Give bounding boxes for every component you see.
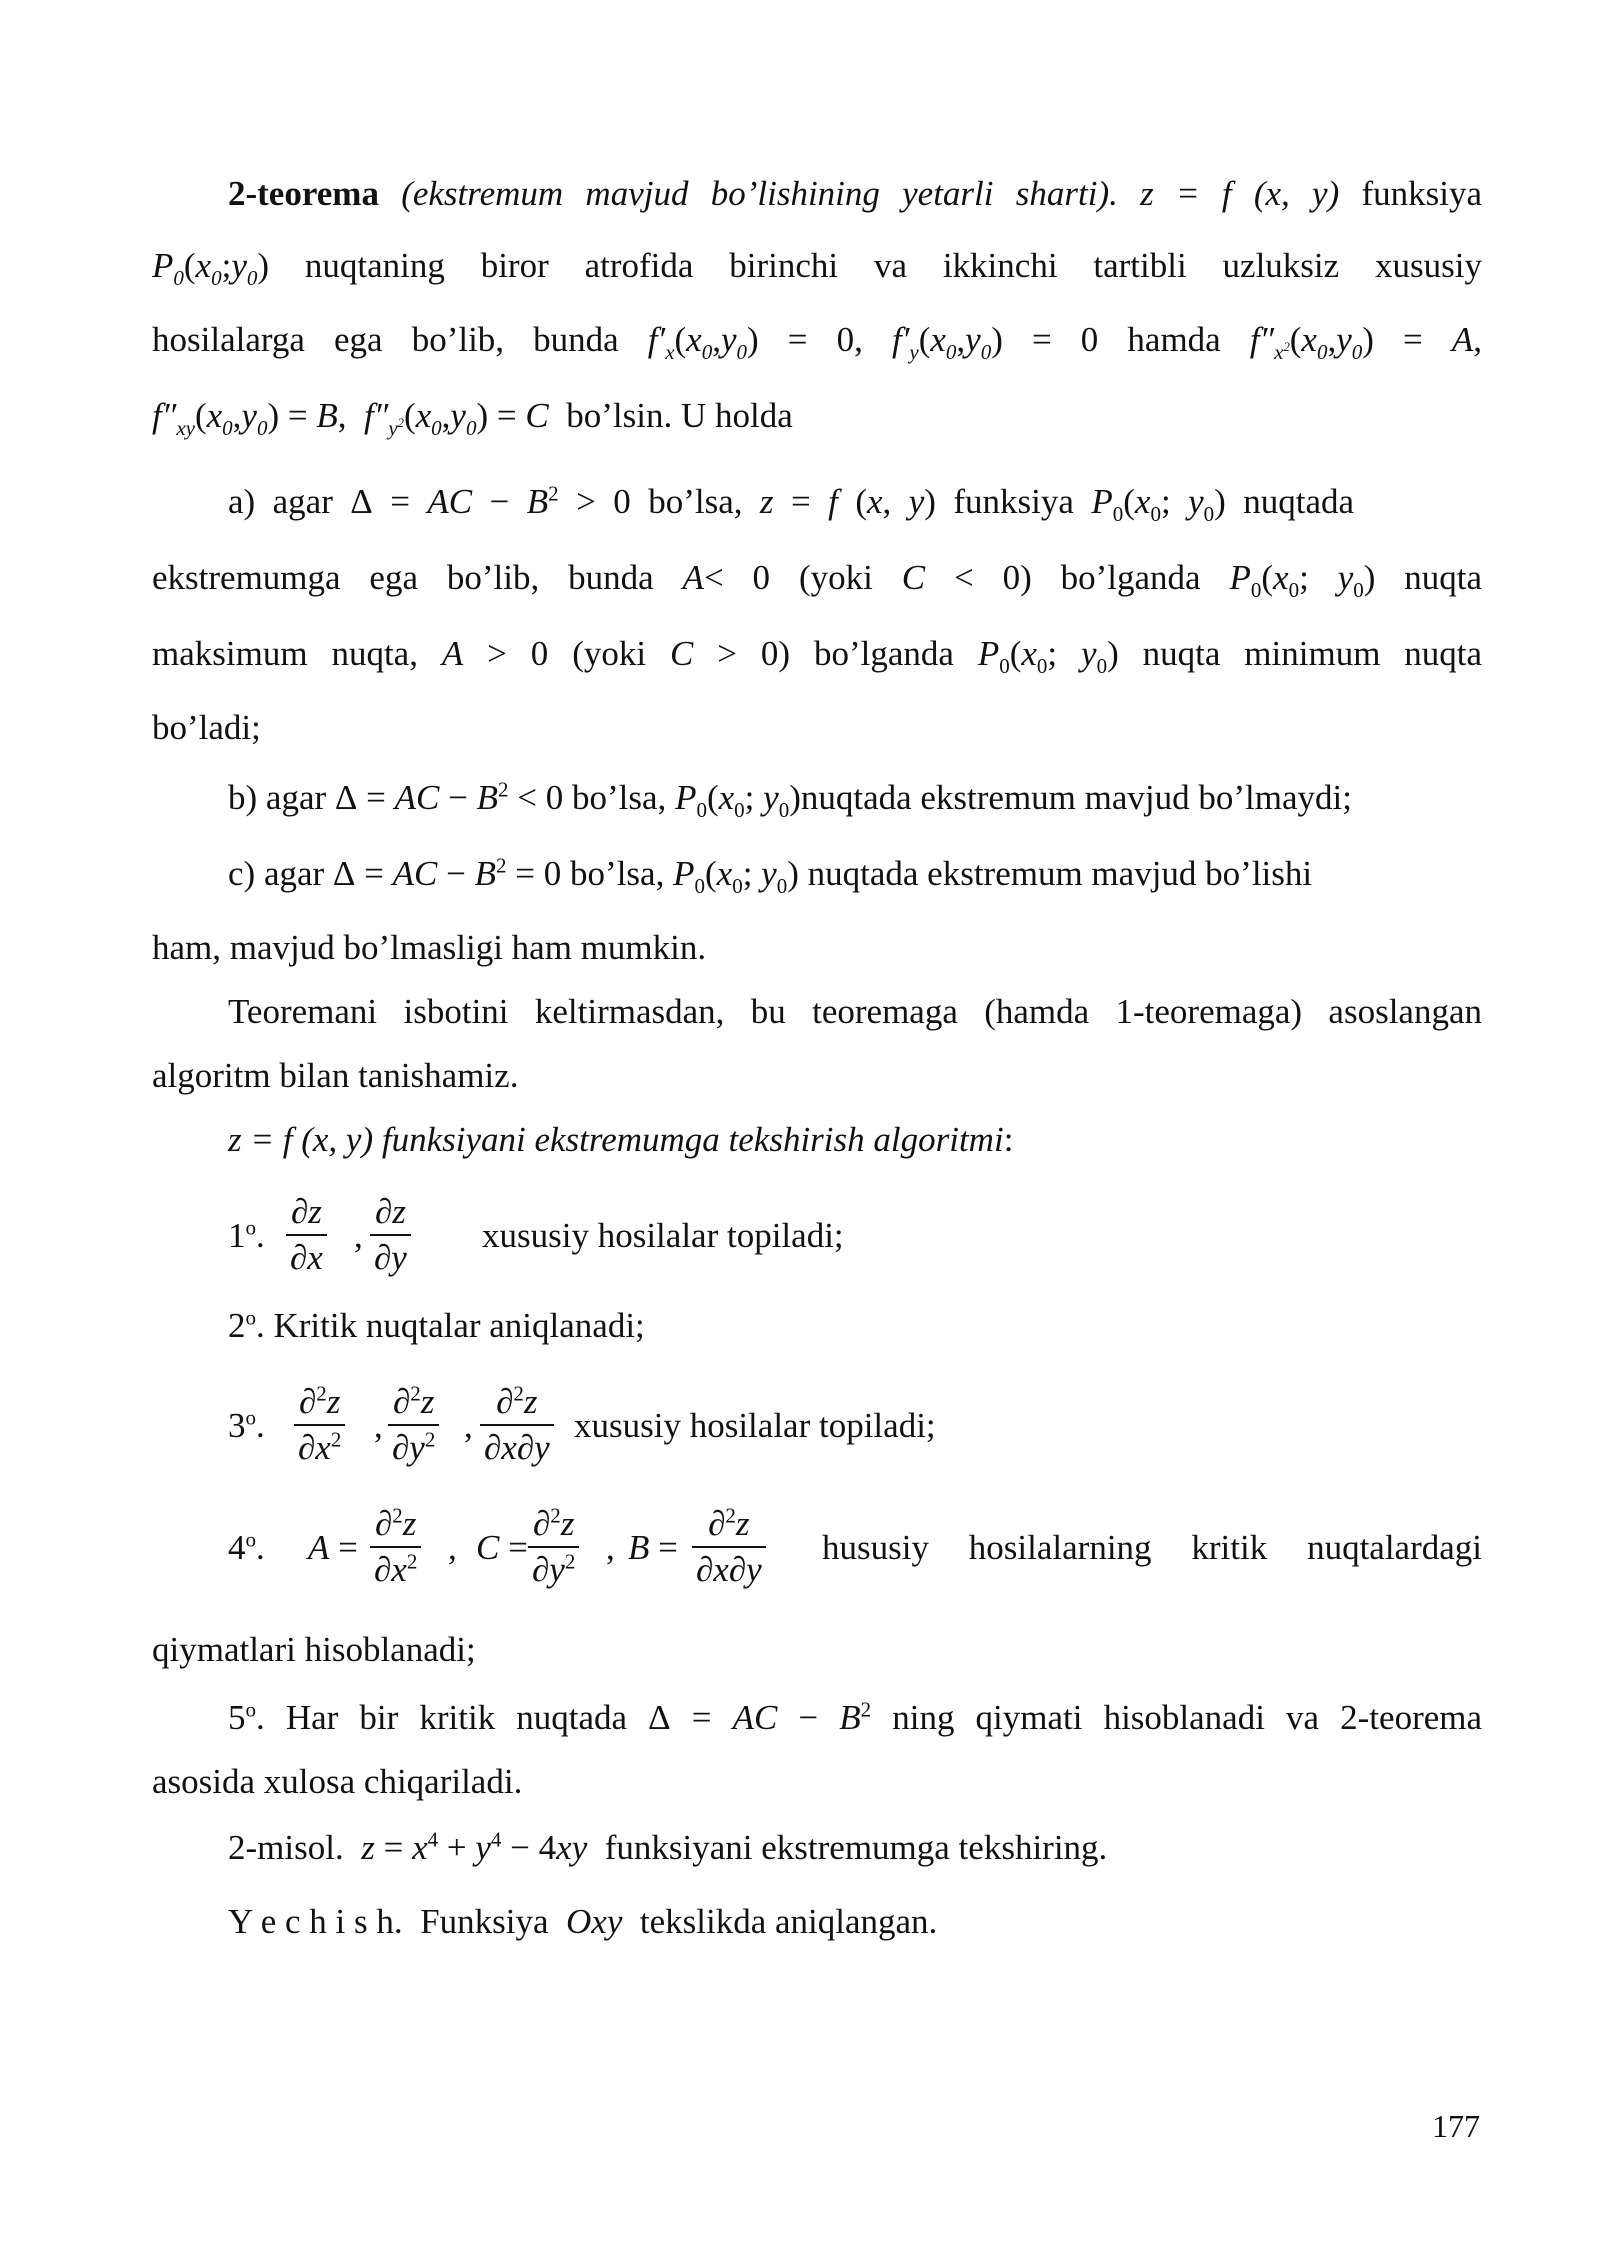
theorem-line-4: $f''_{xy}(x_0,y_0) = B$, $f''_{y^2}(x_0,y_0) = C$ bo’lsin. U holda [152, 396, 793, 440]
algorithm-step-5: 5$^o$. Har bir kritik nuqtada Δ = AC − $B^2$ ning qiymati hisoblanadi va 2-teorema [228, 1697, 1483, 1737]
coef-c-fraction: $\frac{\partial^2z}{\partial y^2}$ [528, 1502, 579, 1592]
algorithm-step-4-cont: qiymatlari hisoblanadi; [152, 1630, 476, 1669]
delta-positive: Δ = AC − $B^2 > 0$ [350, 481, 631, 521]
case-a-line-2: ekstremumga ega bo’lib, bunda A< 0 (yoki C < 0) bo’lganda $P_0(x_0$; $y_0$) nuqta [152, 558, 1483, 602]
algorithm-step-1: 1$^o$. $\frac{\partial z}{\partial x}$ , $\frac{\partial z}{\partial y}$ xususiy hosilalar topiladi; [228, 1190, 1558, 1282]
theorem-title: 2-teorema [228, 174, 379, 213]
first-derivative-y: $f'_y(x_0,y_0) = 0$ [891, 320, 1099, 364]
second-derivative-xx: $f''_{x^2}(x_0,y_0) = A$, [1249, 320, 1483, 364]
case-c-line-2: ham, mavjud bo’lmasligi ham mumkin. [152, 928, 707, 967]
first-derivative-x: $f'_x(x_0,y_0) = 0$, [647, 320, 863, 364]
point-p0-a: $P_0(x_0$; $y_0$) [1091, 482, 1226, 526]
partial2-z-x2: $\frac{\partial^2z}{\partial x^2}$ [294, 1380, 345, 1470]
solution-line: Y e c h i s h. Funksiya Oxy tekslikda aniqlangan. [228, 1902, 938, 1941]
algorithm-step-2: 2$^o$. Kritik nuqtalar aniqlanadi; [228, 1305, 645, 1345]
case-b-line: b) agar Δ = AC − $B^2 < 0$ bo’lsa, $P_0(x_0$; $y_0)nuqtada$ ekstremum mavjud bo’lmaydi; [228, 777, 1352, 822]
partial-z-y: $\frac{\partial z}{\partial y}$ [370, 1190, 411, 1280]
case-a-line-3: maksimum nuqta, A > 0 (yoki C > 0) bo’lganda $P_0(x_0$; $y_0$) nuqta minimum nuqta [152, 634, 1483, 678]
delta-formula: Δ = AC − $B^2$ [648, 1697, 872, 1737]
case-a-line-1: a) agar Δ = AC − $B^2 > 0$ bo’lsa, z = f (x, y) funksiya $P_0(x_0$; $y_0$) nuqtada [228, 481, 1355, 526]
theorem-subtitle: (ekstremum mavjud bo’lishining yetarli sharti). [401, 174, 1118, 213]
partial-z-x: $\frac{\partial z}{\partial x}$ [286, 1190, 327, 1280]
theorem-line-2: $P_0(x_0;y_0)$ nuqtaning biror atrofida birinchi va ikkinchi tartibli uzluksiz xususiy [152, 246, 1482, 290]
case-c-line-1: c) agar Δ = AC − $B^2 = 0$ bo’lsa, $P_0(x_0$; $y_0$) nuqtada ekstremum mavjud bo’lishi [228, 853, 1313, 898]
second-derivative-yy: $f''_{y^2}(x_0,y_0) = C$ [364, 396, 549, 440]
second-derivative-xy: $f''_{xy}(x_0,y_0) = B$, [152, 396, 347, 440]
coef-b-fraction: $\frac{\partial^2z}{\partial x\partial y}$ [692, 1502, 766, 1592]
algorithm-step-5-cont: asosida xulosa chiqariladi. [152, 1762, 523, 1801]
algorithm-step-3: 3$^o$. $\frac{\partial^2z}{\partial x^2}$ , $\frac{\partial^2z}{\partial y^2}$ , $\frac{\partial^2z}{\partial x\partial y}$ xususiy hosilalar topiladi; [228, 1380, 1558, 1476]
point-p0: $P_0(x_0;y_0)$ [152, 246, 270, 290]
function-expr: z = f (x, y) [1140, 174, 1340, 213]
case-a-line-4: bo’ladi; [152, 708, 261, 747]
intro-line-1: Teoremani isbotini keltirmasdan, bu teoremaga (hamda 1-teoremaga) asoslangan [228, 992, 1482, 1031]
algorithm-step-4: 4$^o$. A = $\frac{\partial^2z}{\partial x^2}$ , C = $\frac{\partial^2z}{\partial y^2}$ , B = $\frac{\partial^2z}{\partial x\partial y}$ hususiy hosilalarning kritik nuqtalardagi [228, 1502, 1482, 1598]
function-expr-a: z = f (x, y) [759, 482, 936, 521]
algorithm-title: z = f (x, y) funksiyani ekstremumga tekshirish algoritmi: [228, 1120, 1014, 1159]
example-line: 2-misol. $z = x^4 + y^4 - 4xy$ funksiyani ekstremumga tekshiring. [228, 1827, 1108, 1867]
partial2-z-y2: $\frac{\partial^2z}{\partial y^2}$ [388, 1380, 439, 1470]
example-function: $z = x^4 + y^4 - 4xy$ [361, 1827, 588, 1867]
intro-line-2: algoritm bilan tanishamiz. [152, 1056, 519, 1095]
delta-zero: Δ = AC − $B^2 = 0$ [332, 853, 562, 893]
delta-negative: Δ = AC − $B^2 < 0$ [334, 777, 564, 817]
page-number: 177 [1432, 2108, 1480, 2144]
theorem-line-3: hosilalarga ega bo’lib, bunda $f'_x(x_0,y_0) = 0$, $f'_y(x_0,y_0) = 0$ hamda $f''_{x^2}(x_0,y_0) = A$, [152, 320, 1483, 364]
theorem-line-1: 2-teorema (ekstremum mavjud bo’lishining yetarli sharti). z = f (x, y) funksiya [228, 174, 1483, 213]
partial2-z-xy: $\frac{\partial^2z}{\partial x\partial y}$ [480, 1380, 554, 1470]
coef-a-fraction: $\frac{\partial^2z}{\partial x^2}$ [370, 1502, 421, 1592]
